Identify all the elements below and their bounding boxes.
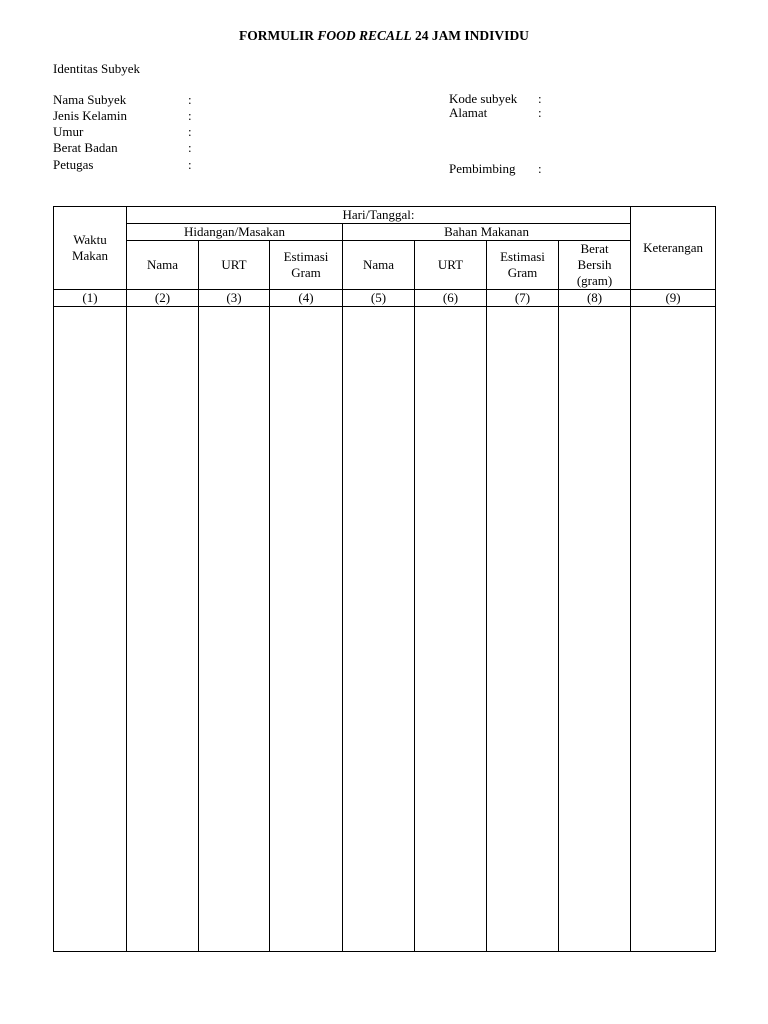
field-colon-kode-subyek: :	[538, 91, 542, 106]
hidangan-estimasi-line-2: Gram	[291, 265, 321, 280]
waktu-line-1: Waktu	[73, 232, 107, 247]
header-keterangan: Keterangan	[631, 207, 716, 290]
entry-cell-waktu[interactable]	[54, 307, 127, 952]
bahan-estimasi-line-1: Estimasi	[500, 249, 545, 264]
field-colon-berat-badan: :	[188, 140, 192, 155]
header-berat-bersih	[559, 241, 631, 290]
header-bahan-estimasi	[487, 241, 559, 290]
title-suffix: 24 JAM INDIVIDU	[411, 28, 529, 43]
berat-line-3: (gram)	[576, 273, 613, 288]
identity-heading: Identitas Subyek	[53, 61, 141, 76]
col-number-4: (4)	[270, 290, 343, 307]
field-colon-nama-subyek: :	[188, 92, 192, 107]
header-bahan-nama: Nama	[343, 241, 415, 290]
header-hidangan-nama: Nama	[127, 241, 199, 290]
header-bahan-urt: URT	[415, 241, 487, 290]
title-italic: FOOD RECALL	[317, 28, 412, 43]
field-label-kode-subyek: Kode subyek	[449, 91, 518, 106]
entry-cell-bahan-nama[interactable]	[343, 307, 415, 952]
col-number-2: (2)	[127, 290, 199, 307]
col-number-3: (3)	[199, 290, 270, 307]
header-hidangan-masakan: Hidangan/Masakan	[127, 224, 343, 241]
col-number-6: (6)	[415, 290, 487, 307]
entry-cell-keterangan[interactable]	[631, 307, 716, 952]
field-label-pembimbing: Pembimbing	[449, 161, 516, 176]
field-colon-petugas: :	[188, 157, 192, 172]
table-entry-area	[54, 307, 716, 952]
entry-cell-hidangan-nama[interactable]	[127, 307, 199, 952]
header-hari-tanggal: Hari/Tanggal:	[127, 207, 631, 224]
field-label-petugas: Petugas	[53, 157, 94, 172]
field-label-alamat: Alamat	[449, 105, 488, 120]
hidangan-estimasi-line-1: Estimasi	[283, 249, 329, 264]
entry-cell-bahan-estimasi[interactable]	[487, 307, 559, 952]
col-number-8: (8)	[559, 290, 631, 307]
header-bahan-makanan: Bahan Makanan	[343, 224, 631, 241]
title-prefix: FORMULIR	[239, 28, 318, 43]
berat-line-1: Berat	[580, 241, 609, 256]
col-number-9: (9)	[631, 290, 716, 307]
header-hidangan-urt: URT	[199, 241, 270, 290]
entry-cell-hidangan-estimasi[interactable]	[270, 307, 343, 952]
col-number-5: (5)	[343, 290, 415, 307]
field-label-berat-badan: Berat Badan	[53, 140, 118, 155]
entry-cell-hidangan-urt[interactable]	[199, 307, 270, 952]
form-title	[0, 28, 768, 43]
field-label-jenis-kelamin: Jenis Kelamin	[53, 108, 128, 123]
berat-line-2: Bersih	[577, 257, 612, 272]
field-colon-pembimbing: :	[538, 161, 542, 176]
field-colon-umur: :	[188, 124, 192, 139]
col-number-7: (7)	[487, 290, 559, 307]
field-label-nama-subyek: Nama Subyek	[53, 92, 127, 107]
bahan-estimasi-line-2: Gram	[507, 265, 538, 280]
entry-cell-berat-bersih[interactable]	[559, 307, 631, 952]
entry-cell-bahan-urt[interactable]	[415, 307, 487, 952]
field-label-umur: Umur	[53, 124, 84, 139]
food-recall-table	[53, 206, 716, 952]
field-colon-alamat: :	[538, 105, 542, 120]
col-number-1: (1)	[54, 290, 127, 307]
field-colon-jenis-kelamin: :	[188, 108, 192, 123]
header-hidangan-estimasi	[270, 241, 343, 290]
waktu-line-2: Makan	[71, 248, 109, 263]
header-waktu-makan	[54, 207, 127, 290]
